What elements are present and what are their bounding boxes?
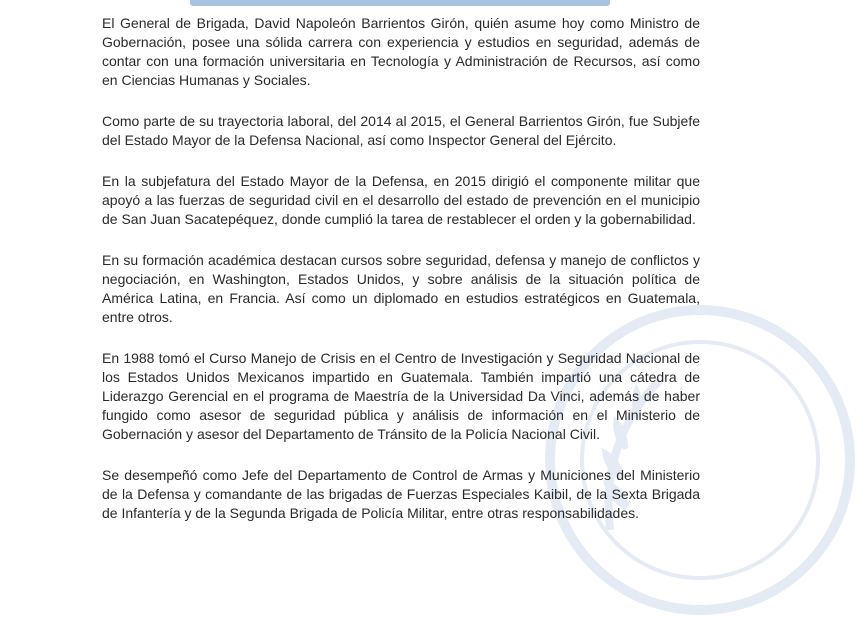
paragraph-1: El General de Brigada, David Napoleón Barrientos Girón, quién asume hoy como Ministro de Gobernación, posee una sólida carrera con experiencia y estudios en seguridad, además de contar con una formación universitaria en Tecnología y Administración de Recursos, así como en Ciencias Humanas y Sociales. — [102, 15, 700, 88]
header-accent-bar — [190, 0, 610, 6]
paragraph-3: En la subjefatura del Estado Mayor de la Defensa, en 2015 dirigió el componente militar que apoyó a las fuerzas de seguridad civil en el desarrollo del estado de prevención en el municipio de San Juan Sacatepéquez, donde cumplió la tarea de restablecer el orden y la gobernabilidad. — [102, 173, 700, 227]
paragraph-2: Como parte de su trayectoria laboral, del 2014 al 2015, el General Barrientos Girón, fue Subjefe del Estado Mayor de la Defensa Nacional, así como Inspector General del Ejército. — [102, 113, 700, 148]
document-body — [102, 14, 700, 545]
paragraph-5: En 1988 tomó el Curso Manejo de Crisis en el Centro de Investigación y Seguridad Nacional de los Estados Unidos Mexicanos impartido en Guatemala. También impartió una cátedra de Liderazgo Gerencial en el programa de Maestría de la Universidad Da Vinci, además de haber fungido como asesor de seguridad pública y análisis de información en el Ministerio de Gobernación y asesor del Departamento de Tránsito de la Policía Nacional Civil. — [102, 350, 700, 442]
paragraph-6: Se desempeñó como Jefe del Departamento de Control de Armas y Municiones del Ministerio de la Defensa y comandante de las brigadas de Fuerzas Especiales Kaibil, de la Sexta Brigada de Infantería y de la Segunda Brigada de Policía Militar, entre otras responsabilidades. — [102, 467, 700, 521]
paragraph-4: En su formación académica destacan cursos sobre seguridad, defensa y manejo de conflictos y negociación, en Washington, Estados Unidos, y sobre análisis de la situación política de América Latina, en Francia. Así como un diplomado en estudios estratégicos en Guatemala, entre otros. — [102, 252, 700, 325]
